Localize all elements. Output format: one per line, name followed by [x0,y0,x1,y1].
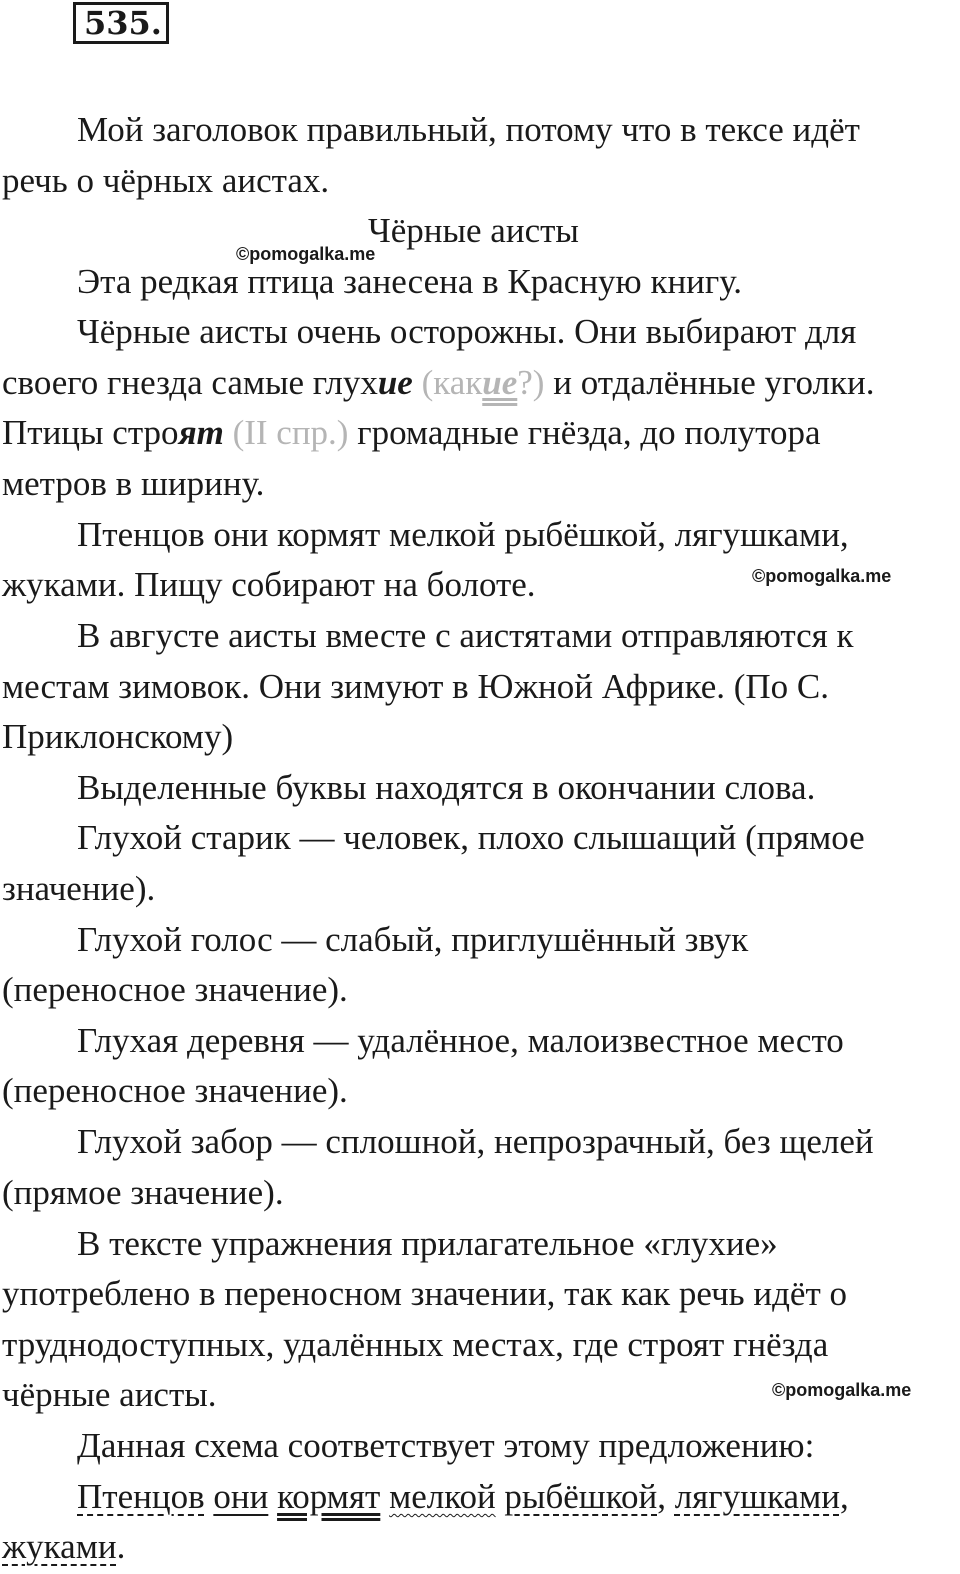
text-line: Чёрные аисты очень осторожны. Они выбирают для [77,312,857,351]
watermark: ©pomogalka.me [772,1380,912,1400]
text-title: Чёрные аисты [368,211,579,250]
text-line [2,363,874,403]
text-line: Данная схема соответствует этому предложению: [77,1426,815,1465]
hint: (какие?) [421,363,545,402]
text-line: употреблено в переносном значении, так как речь идёт о [2,1274,848,1313]
text-line [2,413,821,453]
watermark: ©pomogalka.me [236,244,376,264]
scheme-object: рыбёшкой [504,1477,658,1516]
scheme-comma: , [839,1477,849,1516]
text-fragment: своего гнезда самые глух [2,363,378,402]
sentence-scheme [77,1477,849,1517]
scheme-object: Птенцов [77,1477,205,1516]
scheme-attribute: мелкой [389,1477,496,1516]
text-line: (переносное значение). [2,1071,348,1110]
text-fragment: и отдалённые уголки. [553,363,875,402]
text-line: Глухая деревня — удалённое, малоизвестное место [77,1021,844,1060]
text-line: речь о чёрных аистах. [2,161,330,200]
highlighted-ending: ят [178,413,224,452]
text-line: В тексте упражнения прилагательное «глухие» [77,1224,778,1263]
text-line: Выделенные буквы находятся в окончании слова. [77,768,816,807]
scheme-period: . [116,1527,126,1566]
text-line: Глухой голос — слабый, приглушённый звук [77,920,749,959]
scheme-predicate: кормят [277,1477,381,1516]
text-fragment: громадные гнёзда, до полутора [357,413,821,452]
watermark: ©pomogalka.me [752,566,892,586]
text-line: В августе аисты вместе с аистятами отправляются к [77,616,854,655]
scheme-subject: они [213,1477,269,1516]
text-line: значение). [2,869,156,908]
highlighted-ending: ие [377,363,413,402]
text-line: Приклонскому) [2,717,234,756]
text-line: местам зимовок. Они зимуют в Южной Африке. (По С. [2,667,830,706]
text-line: чёрные аисты. [2,1375,217,1414]
text-line: Мой заголовок правильный, потому что в тексе идёт [77,110,860,149]
text-line: Птенцов они кормят мелкой рыбёшкой, лягушками, [77,515,849,554]
text-line: труднодоступных, удалённых местах, где строят гнёзда [2,1325,829,1364]
text-line: Глухой забор — сплошной, непрозрачный, без щелей [77,1122,874,1161]
hint: (II спр.) [232,413,349,452]
text-line: (прямое значение). [2,1173,284,1212]
exercise-number: 535. [73,2,169,44]
text-line: (переносное значение). [2,970,348,1009]
scheme-object: жуками [2,1527,117,1566]
text-line: жуками. Пищу собирают на болоте. [2,565,536,604]
sentence-scheme-cont [2,1527,125,1567]
text-line: метров в ширину. [2,464,265,503]
text-line: Эта редкая птица занесена в Красную книгу. [77,262,743,301]
text-fragment: Птицы стро [2,413,179,452]
scheme-object: лягушками [674,1477,840,1516]
scheme-comma: , [657,1477,666,1516]
text-line: Глухой старик — человек, плохо слышащий (прямое [77,818,865,857]
